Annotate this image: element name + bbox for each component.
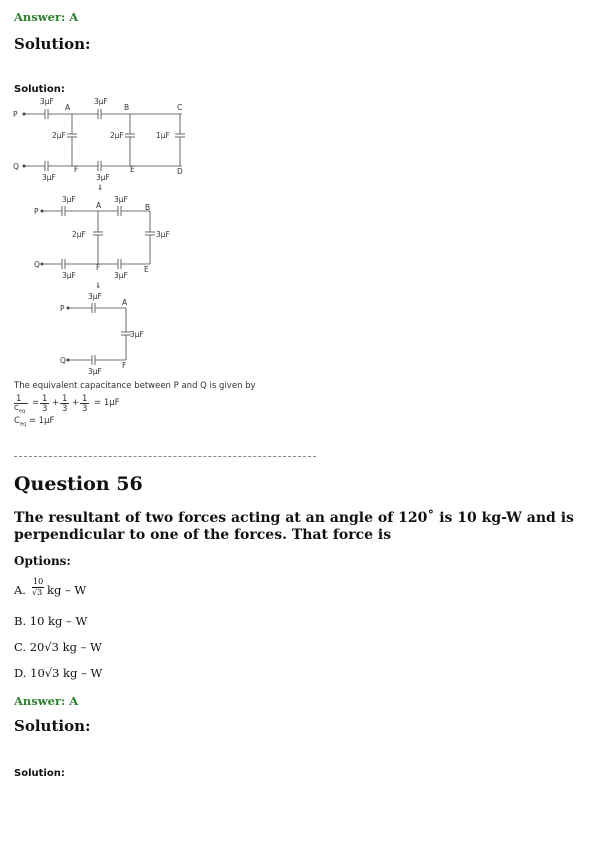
node-label-f: F xyxy=(96,263,101,272)
plus-sign: + xyxy=(52,398,60,408)
equation-2: $C_{eq} = 1\mu F$ xyxy=(14,416,55,428)
option-a-numerator: 10 xyxy=(33,577,44,586)
solution-heading: Solution: xyxy=(14,35,91,53)
cap-label: 1µF xyxy=(156,131,170,140)
node-label-a: A xyxy=(122,298,128,307)
fraction-num: 1 xyxy=(42,394,48,404)
node-label-b: B xyxy=(124,103,130,112)
node-label-q: Q xyxy=(13,162,19,171)
cap-label: 2µF xyxy=(52,131,66,140)
fraction-num: 1 xyxy=(82,394,88,404)
node-label-e: E xyxy=(144,265,149,274)
node-label-f: F xyxy=(122,361,127,370)
solution-label: Solution: xyxy=(14,84,65,95)
node-label-c: C xyxy=(177,103,183,112)
option-a-unit: kg – W xyxy=(47,583,87,597)
node-label-e: E xyxy=(130,165,135,174)
option-b: B. 10 kg – W xyxy=(14,614,88,628)
cap-label: 2µF xyxy=(110,131,124,140)
fraction-den: $C_{eq}$ xyxy=(14,404,26,415)
cap-label: 2µF xyxy=(72,230,86,239)
divider xyxy=(14,456,316,457)
cap-label: 3µF xyxy=(88,292,102,301)
answer-label: Answer: A xyxy=(14,10,79,24)
options-label: Options: xyxy=(14,554,71,568)
node-label-f: F xyxy=(74,165,79,174)
fraction-num: 1 xyxy=(16,394,22,404)
node-label-d: D xyxy=(177,167,183,176)
plus-sign: + xyxy=(72,398,80,408)
cap-label: 3µF xyxy=(114,195,128,204)
equation-1 xyxy=(14,394,234,414)
fraction-num: 1 xyxy=(62,394,68,404)
cap-label: 3µF xyxy=(88,367,102,376)
cap-label: 3µF xyxy=(114,271,128,280)
solution-label: Solution: xyxy=(14,768,65,779)
option-c: C. 20√3 kg – W xyxy=(14,640,102,654)
node-label-a: A xyxy=(65,103,71,112)
cap-label: 3µF xyxy=(156,230,170,239)
equals-sign: = xyxy=(32,398,40,408)
explanation-text: The equivalent capacitance between P and Q is given by xyxy=(14,381,256,391)
node-label-p: P xyxy=(34,207,39,216)
option-d: D. 10√3 kg – W xyxy=(14,666,103,680)
node-label-p: P xyxy=(13,110,18,119)
cap-label: 3µF xyxy=(40,97,54,106)
cap-label: 3µF xyxy=(94,97,108,106)
fraction-den: 3 xyxy=(82,404,88,414)
cap-label: 3µF xyxy=(130,330,144,339)
down-arrow-icon: ⇓ xyxy=(97,183,104,192)
fraction-den: 3 xyxy=(62,404,68,414)
cap-label: 3µF xyxy=(62,195,76,204)
option-a xyxy=(14,577,134,603)
solution-heading: Solution: xyxy=(14,717,91,735)
down-arrow-icon: ⇓ xyxy=(95,281,102,290)
cap-label: 3µF xyxy=(42,173,56,182)
question-text: The resultant of two forces acting at an angle of 120˚ is 10 kg-W and is perpendicular to one of the forces. That force is xyxy=(14,510,574,543)
answer-label: Answer: A xyxy=(14,694,79,708)
node-label-p: P xyxy=(60,304,65,313)
cap-label: 3µF xyxy=(62,271,76,280)
equation-result: = 1µF xyxy=(94,398,120,408)
option-a-denominator: √3 xyxy=(32,588,43,597)
question-title: Question 56 xyxy=(14,473,143,495)
cap-label: 3µF xyxy=(96,173,110,182)
option-a-prefix: A. xyxy=(14,583,26,597)
node-label-a: A xyxy=(96,201,102,210)
circuit-diagram xyxy=(10,92,210,382)
node-label-q: Q xyxy=(60,356,66,365)
fraction-den: 3 xyxy=(42,404,48,414)
node-label-q: Q xyxy=(34,260,40,269)
node-label-b: B xyxy=(145,203,151,212)
